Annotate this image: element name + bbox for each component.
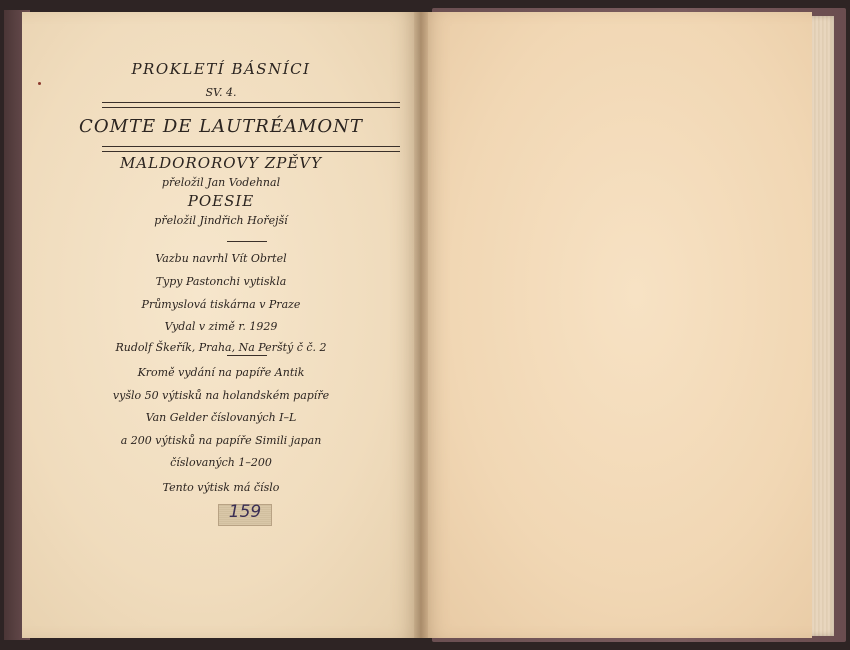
edition-note-line: Kromě vydání na papíře Antik [137,366,305,379]
colophon-line: Vazbu navrhl Vít Obrtel [155,252,287,265]
double-rule-top [102,102,400,108]
work1-translator: přeložil Jan Vodehnal [161,176,281,189]
edition-note-line: a 200 výtisků na papíře Simili japan [120,434,322,447]
short-rule [227,355,267,356]
right-page-blank [420,12,812,638]
left-page [22,12,420,638]
short-rule [227,241,267,242]
copy-number-box [218,504,272,526]
copy-number-label: Tento výtisk má číslo [162,481,280,494]
colophon-line: Vydal v zimě r. 1929 [164,320,278,333]
colophon-line: Rudolf Škeřík, Praha, Na Perštý č č. 2 [115,341,327,354]
double-rule-bottom [102,146,400,152]
author-name: COMTE DE LAUTRÉAMONT [79,116,363,137]
edition-note-line: Van Gelder číslovaných I–L [145,411,297,424]
colophon-line: Průmyslová tiskárna v Praze [141,298,301,311]
edition-note-line: číslovaných 1–200 [170,456,272,469]
work2-title: POESIE [187,192,255,210]
edition-note-line: vyšlo 50 výtisků na holandském papíře [112,389,330,402]
book-gutter [414,12,428,638]
work1-title: MALDOROROVY ZPĚVY [119,154,323,172]
work2-translator: přeložil Jindřich Hořejší [154,214,288,227]
copy-number: 159 [228,502,262,522]
ink-mark [38,82,41,85]
series-title: PROKLETÍ BÁSNÍCI [131,60,311,78]
volume-number: SV. 4. [205,86,237,99]
colophon-line: Typy Pastonchi vytiskla [155,275,287,288]
